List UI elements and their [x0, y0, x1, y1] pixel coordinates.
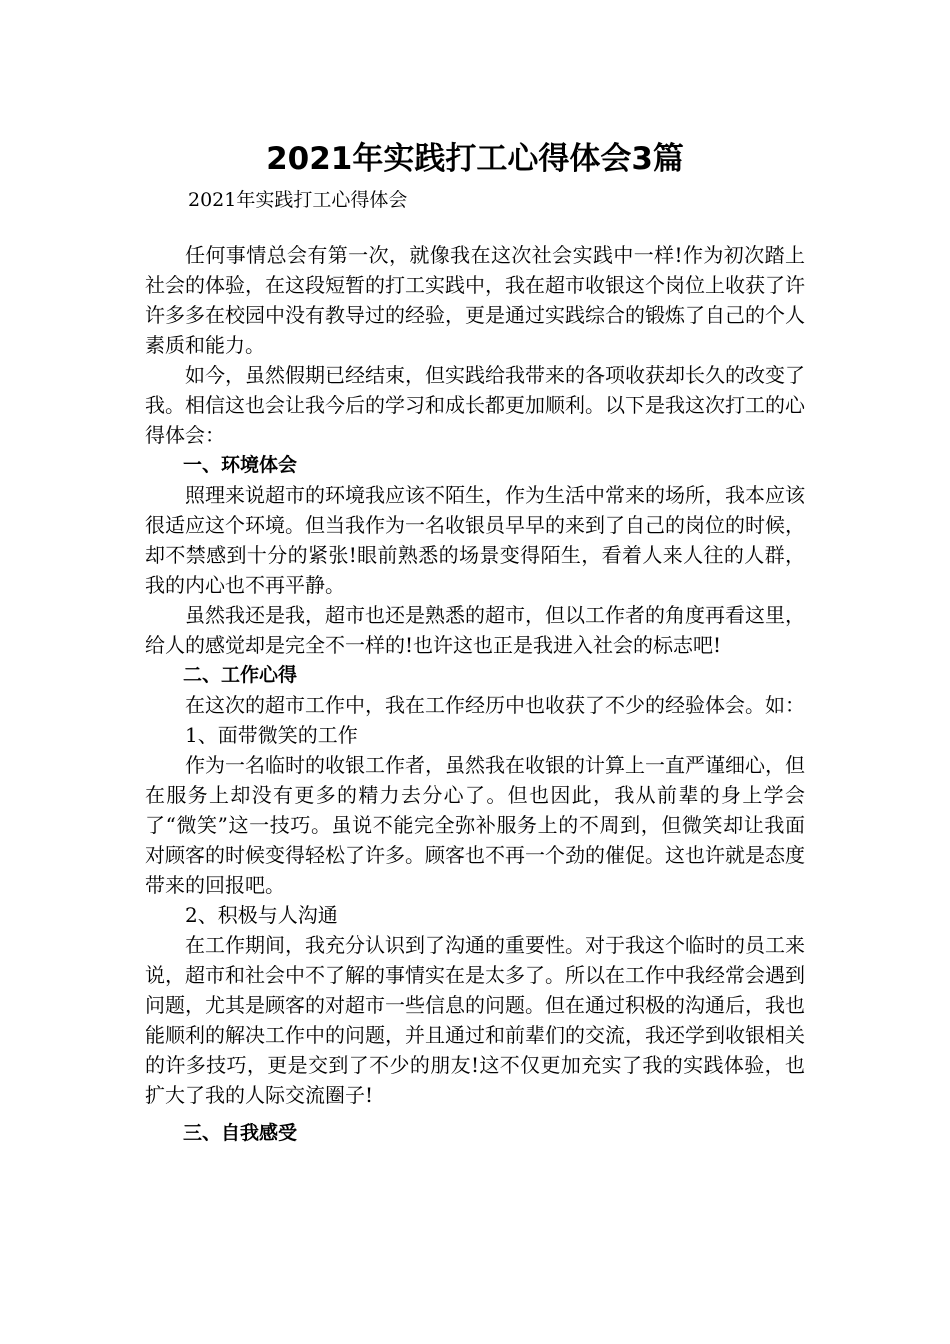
document-title: 2021年实践打工心得体会3篇	[266, 141, 684, 177]
document-subtitle: 2021年实践打工心得体会	[188, 189, 408, 211]
section-heading: 二、工作心得	[183, 664, 298, 686]
paragraph: 任何事情总会有第一次，就像我在这次社会实践中一样!作为初次踏上社会的体验，在这段短暂的打工实践中，我在超市收银这个岗位上收获了许许多多在校园中没有教导过的经验，更是通过实践综合的锻炼了自己的个人素质和能力。	[145, 243, 805, 357]
paragraph: 在工作期间，我充分认识到了沟通的重要性。对于我这个临时的员工来说，超市和社会中不了解的事情实在是太多了。所以在工作中我经常会遇到问题，尤其是顾客的对超市一些信息的问题。但在通过积极的沟通后，我也能顺利的解决工作中的问题，并且通过和前辈们的交流，我还学到收银相关的许多技巧，更是交到了不少的朋友!这不仅更加充实了我的实践体验，也扩大了我的人际交流圈子!	[145, 933, 805, 1107]
section-heading: 三、自我感受	[183, 1122, 298, 1144]
document-body	[145, 240, 805, 1148]
subsection-heading: 1、面带微笑的工作	[185, 723, 358, 747]
paragraph: 照理来说超市的环境我应该不陌生，作为生活中常来的场所，我本应该很适应这个环境。但当我作为一名收银员早早的来到了自己的岗位的时候，却不禁感到十分的紧张!眼前熟悉的场景变得陌生，看着人来人往的人群，我的内心也不再平静。	[145, 483, 805, 597]
paragraph: 虽然我还是我，超市也还是熟悉的超市，但以工作者的角度再看这里，给人的感觉却是完全不一样的!也许这也正是我进入社会的标志吧!	[145, 603, 805, 657]
section-heading: 一、环境体会	[183, 454, 298, 476]
paragraph: 在这次的超市工作中，我在工作经历中也收获了不少的经验体会。如：	[185, 693, 805, 717]
subsection-heading: 2、积极与人沟通	[185, 903, 338, 927]
paragraph: 作为一名临时的收银工作者，虽然我在收银的计算上一直严谨细心，但在服务上却没有更多的精力去分心了。但也因此，我从前辈的身上学会了“微笑”这一技巧。虽说不能完全弥补服务上的不周到，但微笑却让我面对顾客的时候变得轻松了许多。顾客也不再一个劲的催促。这也许就是态度带来的回报吧。	[145, 753, 805, 897]
paragraph: 如今，虽然假期已经结束，但实践给我带来的各项收获却长久的改变了我。相信这也会让我今后的学习和成长都更加顺利。以下是我这次打工的心得体会：	[145, 363, 805, 447]
